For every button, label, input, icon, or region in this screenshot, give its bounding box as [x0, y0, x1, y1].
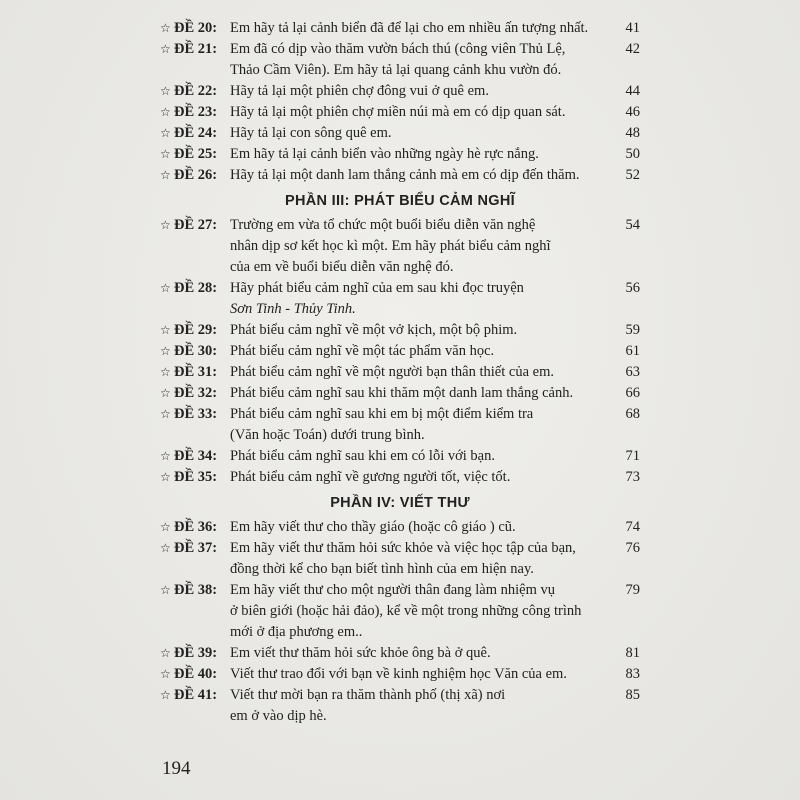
- entry-label: [160, 165, 230, 186]
- entry-title-line: Em hãy viết thư cho một người thân đang làm nhiệm vụ: [230, 582, 556, 598]
- entry-title: [230, 446, 640, 467]
- entry-title: [230, 81, 640, 102]
- entry-page: 59: [625, 322, 640, 338]
- entry-label: [160, 383, 230, 404]
- star-icon: ☆: [160, 541, 171, 555]
- entry-number: ĐỀ 39:: [174, 645, 218, 661]
- entry-number: ĐỀ 30:: [174, 343, 218, 359]
- entry-title: [230, 580, 640, 643]
- star-icon: ☆: [160, 449, 171, 463]
- star-icon: ☆: [160, 470, 171, 484]
- entry-title: [230, 144, 640, 165]
- entry-page: 46: [625, 104, 640, 120]
- entry-title-line: Viết thư trao đổi với bạn về kinh nghiệm học Văn của em.: [230, 666, 567, 682]
- entry-label: [160, 467, 230, 488]
- entry-title-line: của em về buổi biểu diễn văn nghệ đó.: [230, 259, 454, 275]
- entry-label: [160, 404, 230, 425]
- star-icon: ☆: [160, 646, 171, 660]
- entry-title: [230, 538, 640, 580]
- entry-title-line: Phát biểu cảm nghĩ về một người bạn thân thiết của em.: [230, 364, 554, 380]
- entry-title: [230, 383, 640, 404]
- entry-page: 73: [625, 469, 640, 485]
- entry-label: [160, 685, 230, 706]
- entry-number: ĐỀ 40:: [174, 666, 218, 682]
- star-icon: ☆: [160, 323, 171, 337]
- entry-number: ĐỀ 32:: [174, 385, 218, 401]
- entry-label: [160, 144, 230, 165]
- entry-page: 83: [625, 666, 640, 682]
- star-icon: ☆: [160, 344, 171, 358]
- toc-entry: [160, 341, 640, 362]
- entry-label: [160, 362, 230, 383]
- entry-title-line: Em hãy tả lại cảnh biển vào những ngày hè rực nắng.: [230, 146, 539, 162]
- entry-page: 54: [625, 217, 640, 233]
- entry-title: [230, 404, 640, 446]
- entry-title: [230, 102, 640, 123]
- entry-page: 56: [625, 280, 640, 296]
- entry-title: [230, 215, 640, 278]
- entry-page: 71: [625, 448, 640, 464]
- entry-number: ĐỀ 28:: [174, 280, 218, 296]
- toc-entry: [160, 144, 640, 165]
- entry-page: 48: [625, 125, 640, 141]
- toc-entry: [160, 664, 640, 685]
- toc-entry: [160, 320, 640, 341]
- entry-title-line: ở biên giới (hoặc hải đảo), kể về một trong những công trình: [230, 603, 582, 619]
- entry-title-line: Phát biểu cảm nghĩ sau khi em có lỗi với bạn.: [230, 448, 495, 464]
- entry-title: [230, 664, 640, 685]
- entry-title: [230, 278, 640, 320]
- entry-page: 79: [625, 582, 640, 598]
- entry-number: ĐỀ 25:: [174, 146, 218, 162]
- toc-entry: [160, 278, 640, 320]
- entry-page: 52: [625, 167, 640, 183]
- toc-entry: [160, 467, 640, 488]
- toc-entry: [160, 538, 640, 580]
- toc-entry: [160, 517, 640, 538]
- toc-entry: [160, 39, 640, 81]
- star-icon: ☆: [160, 667, 171, 681]
- star-icon: ☆: [160, 42, 171, 56]
- toc-entry: [160, 643, 640, 664]
- entry-title-line: Em hãy tả lại cảnh biển đã để lại cho em nhiều ấn tượng nhất.: [230, 20, 589, 36]
- entry-title-line: Hãy phát biểu cảm nghĩ của em sau khi đọc truyện: [230, 280, 524, 296]
- entry-title-line: nhân dịp sơ kết học kì một. Em hãy phát biểu cảm nghĩ: [230, 238, 551, 254]
- entry-page: 41: [625, 20, 640, 36]
- star-icon: ☆: [160, 105, 171, 119]
- entry-title-line: Em hãy viết thư cho thầy giáo (hoặc cô giáo ) cũ.: [230, 519, 516, 535]
- table-of-contents: [160, 18, 640, 727]
- entry-title-line: em ở vào dịp hè.: [230, 708, 327, 724]
- toc-entry: [160, 102, 640, 123]
- entry-page: 61: [625, 343, 640, 359]
- entry-title: [230, 685, 640, 727]
- entry-number: ĐỀ 31:: [174, 364, 218, 380]
- entry-page: 44: [625, 83, 640, 99]
- entry-number: ĐỀ 20:: [174, 20, 218, 36]
- toc-entry: [160, 404, 640, 446]
- toc-entry: [160, 123, 640, 144]
- entry-page: 81: [625, 645, 640, 661]
- entry-number: ĐỀ 23:: [174, 104, 218, 120]
- toc-entry: [160, 383, 640, 404]
- entry-title: [230, 362, 640, 383]
- star-icon: ☆: [160, 407, 171, 421]
- entry-title-italic: Sơn Tinh - Thủy Tinh.: [230, 301, 356, 317]
- entry-title: [230, 39, 640, 81]
- entry-label: [160, 341, 230, 362]
- entry-page: 85: [625, 687, 640, 703]
- entry-page: 68: [625, 406, 640, 422]
- star-icon: ☆: [160, 386, 171, 400]
- star-icon: ☆: [160, 281, 171, 295]
- toc-entry: [160, 18, 640, 39]
- entry-number: ĐỀ 24:: [174, 125, 218, 141]
- entry-title: [230, 165, 640, 186]
- entry-label: [160, 18, 230, 39]
- entry-title: [230, 320, 640, 341]
- entry-label: [160, 215, 230, 236]
- entry-label: [160, 39, 230, 60]
- entry-number: ĐỀ 35:: [174, 469, 218, 485]
- entry-title-line: Phát biểu cảm nghĩ sau khi thăm một danh lam thắng cảnh.: [230, 385, 574, 401]
- entry-title-line: Phát biểu cảm nghĩ về một tác phẩm văn học.: [230, 343, 495, 359]
- entry-title-line: mới ở địa phương em..: [230, 624, 363, 640]
- entry-title-line: Phát biểu cảm nghĩ về gương người tốt, việc tốt.: [230, 469, 511, 485]
- star-icon: ☆: [160, 688, 171, 702]
- entry-label: [160, 580, 230, 601]
- entry-page: 76: [625, 540, 640, 556]
- entry-title-line: Em viết thư thăm hỏi sức khỏe ông bà ở quê.: [230, 645, 491, 661]
- entry-title-line: Phát biểu cảm nghĩ về một vở kịch, một bộ phim.: [230, 322, 518, 338]
- entry-label: [160, 517, 230, 538]
- entry-title-line: (Văn hoặc Toán) dưới trung bình.: [230, 427, 425, 443]
- entry-page: 63: [625, 364, 640, 380]
- entry-title: [230, 517, 640, 538]
- entry-title-line: Thảo Cầm Viên). Em hãy tả lại quang cảnh khu vườn đó.: [230, 62, 562, 78]
- toc-group-b: [160, 215, 640, 488]
- toc-entry: [160, 215, 640, 278]
- entry-label: [160, 102, 230, 123]
- entry-title-line: Hãy tả lại một phiên chợ đông vui ở quê em.: [230, 83, 489, 99]
- entry-title-line: đồng thời kể cho bạn biết tình hình của em hiện nay.: [230, 561, 534, 577]
- entry-label: [160, 446, 230, 467]
- entry-title-line: Em đã có dịp vào thăm vườn bách thú (công viên Thủ Lệ,: [230, 41, 566, 57]
- entry-title-line: Em hãy viết thư thăm hỏi sức khỏe và việc học tập của bạn,: [230, 540, 576, 556]
- entry-number: ĐỀ 21:: [174, 41, 218, 57]
- toc-entry: [160, 685, 640, 727]
- entry-label: [160, 278, 230, 299]
- section-heading-part-3: PHẦN III: PHÁT BIỂU CẢM NGHĨ: [285, 193, 515, 209]
- entry-number: ĐỀ 22:: [174, 83, 218, 99]
- toc-entry: [160, 446, 640, 467]
- entry-label: [160, 643, 230, 664]
- entry-title-line: Trường em vừa tổ chức một buổi biểu diễn văn nghệ: [230, 217, 536, 233]
- star-icon: ☆: [160, 168, 171, 182]
- toc-entry: [160, 81, 640, 102]
- section-heading-part-4: PHẦN IV: VIẾT THƯ: [330, 495, 470, 511]
- star-icon: ☆: [160, 126, 171, 140]
- entry-title-line: Viết thư mời bạn ra thăm thành phố (thị xã) nơi: [230, 687, 506, 703]
- entry-label: [160, 123, 230, 144]
- entry-title: [230, 341, 640, 362]
- entry-number: ĐỀ 29:: [174, 322, 218, 338]
- entry-number: ĐỀ 38:: [174, 582, 218, 598]
- toc-entry: [160, 362, 640, 383]
- entry-title-line: Hãy tả lại một danh lam thắng cảnh mà em có dịp đến thăm.: [230, 167, 580, 183]
- star-icon: ☆: [160, 520, 171, 534]
- entry-label: [160, 81, 230, 102]
- entry-number: ĐỀ 36:: [174, 519, 218, 535]
- entry-label: [160, 538, 230, 559]
- star-icon: ☆: [160, 365, 171, 379]
- entry-number: ĐỀ 34:: [174, 448, 218, 464]
- entry-title: [230, 467, 640, 488]
- toc-entry: [160, 165, 640, 186]
- entry-page: 74: [625, 519, 640, 535]
- entry-number: ĐỀ 27:: [174, 217, 218, 233]
- entry-title-line: Phát biểu cảm nghĩ sau khi em bị một điểm kiểm tra: [230, 406, 534, 422]
- entry-page: 42: [625, 41, 640, 57]
- star-icon: ☆: [160, 147, 171, 161]
- entry-number: ĐỀ 37:: [174, 540, 218, 556]
- entry-label: [160, 664, 230, 685]
- entry-title: [230, 643, 640, 664]
- entry-title-line: Hãy tả lại con sông quê em.: [230, 125, 392, 141]
- entry-label: [160, 320, 230, 341]
- entry-page: 66: [625, 385, 640, 401]
- toc-group-a: [160, 18, 640, 186]
- star-icon: ☆: [160, 21, 171, 35]
- entry-number: ĐỀ 26:: [174, 167, 218, 183]
- entry-number: ĐỀ 41:: [174, 687, 218, 703]
- entry-title-line: Hãy tả lại một phiên chợ miền núi mà em có dịp quan sát.: [230, 104, 566, 120]
- toc-entry: [160, 580, 640, 643]
- entry-page: 50: [625, 146, 640, 162]
- entry-number: ĐỀ 33:: [174, 406, 218, 422]
- toc-group-c: [160, 517, 640, 727]
- page-number: 194: [162, 758, 191, 779]
- star-icon: ☆: [160, 218, 171, 232]
- entry-title: [230, 123, 640, 144]
- star-icon: ☆: [160, 583, 171, 597]
- entry-title: [230, 18, 640, 39]
- star-icon: ☆: [160, 84, 171, 98]
